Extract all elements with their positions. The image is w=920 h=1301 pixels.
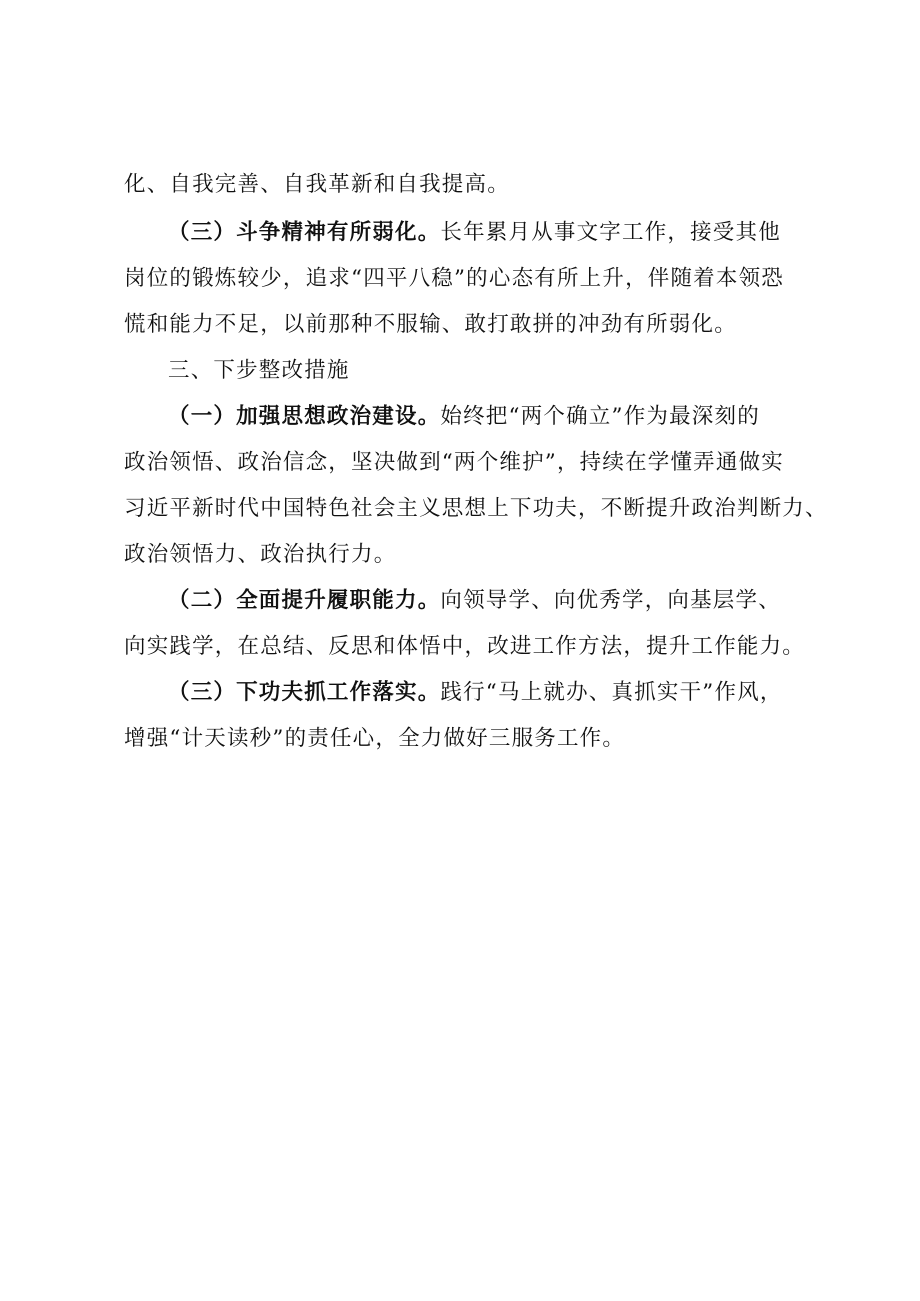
measure-1-heading: （一）加强思想政治建设。: [168, 404, 441, 429]
problem-3-line-2: [124, 264, 824, 294]
problem-3-line-3: [124, 310, 824, 340]
measure-1-line-4: [124, 540, 824, 570]
paragraph-text: 长年累月从事文字工作，接受其他: [440, 220, 781, 245]
paragraph-tail: [124, 170, 824, 200]
measure-1-line-2: [124, 448, 824, 478]
paragraph-text: 慌和能力不足，以前那种不服输、敢打敢拼的冲劲有所弱化。: [124, 312, 737, 337]
paragraph-text: 向实践学，在总结、反思和体悟中，改进工作方法，提升工作能力。: [124, 634, 806, 659]
measure-2-line-2: [124, 632, 824, 662]
paragraph-text: 践行“马上就办、真抓实干”作风，: [440, 680, 783, 705]
measure-3-line-2: [124, 724, 824, 754]
measure-1-line-1: [168, 402, 868, 432]
section-heading: [168, 356, 868, 386]
measure-1-line-3: [124, 494, 828, 524]
measure-2-line-1: [168, 586, 868, 616]
measure-3-heading: （三）下功夫抓工作落实。: [168, 680, 441, 705]
measure-3-line-1: [168, 678, 868, 708]
paragraph-text: 增强“计天读秒”的责任心，全力做好三服务工作。: [124, 726, 626, 751]
paragraph-text: 习近平新时代中国特色社会主义思想上下功夫，不断提升政治判断力、: [124, 496, 828, 521]
paragraph-text: 向领导学、向优秀学，向基层学、: [440, 588, 781, 613]
problem-3-heading: （三）斗争精神有所弱化。: [168, 220, 441, 245]
measure-2-heading: （二）全面提升履职能力。: [168, 588, 441, 613]
paragraph-text: 政治领悟、政治信念，坚决做到“两个维护”，持续在学懂弄通做实: [124, 450, 784, 475]
paragraph-text: 岗位的锻炼较少，追求“四平八稳”的心态有所上升，伴随着本领恐: [124, 266, 784, 291]
section-title: 三、下步整改措施: [168, 358, 350, 383]
paragraph-text: 化、自我完善、自我革新和自我提高。: [124, 172, 510, 197]
paragraph-text: 政治领悟力、政治执行力。: [124, 542, 397, 567]
problem-3-line-1: [168, 218, 868, 248]
paragraph-text: 始终把“两个确立”作为最深刻的: [440, 404, 760, 429]
